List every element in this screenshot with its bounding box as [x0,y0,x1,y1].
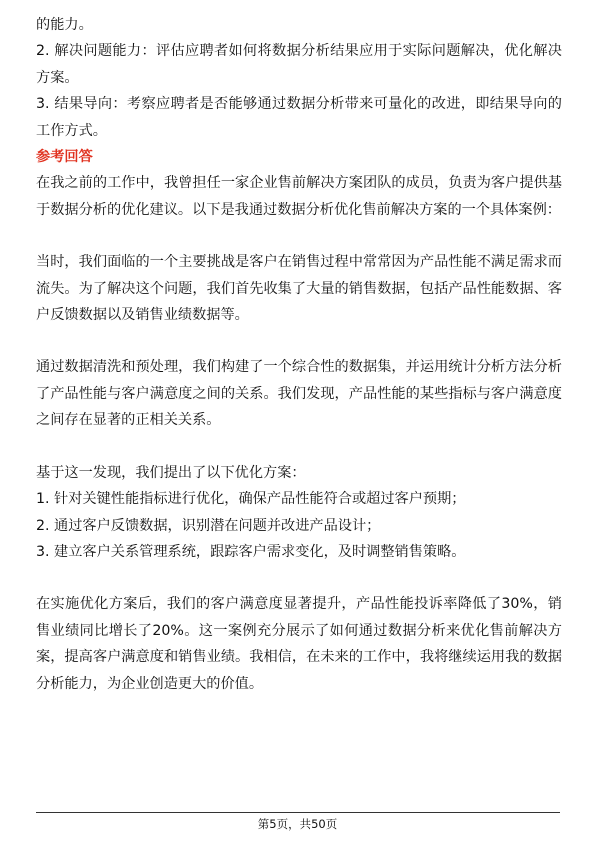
intro-paragraph: 在我之前的工作中，我曾担任一家企业售前解决方案团队的成员，负责为客户提供基于数据分析的优化建议。以下是我通过数据分析优化售前解决方案的一个具体案例： [36,175,562,218]
criteria-continuation: 的能力。 [36,17,93,33]
plan-item: 2. 通过客户反馈数据，识别潜在问题并改进产品设计； [36,517,381,534]
page-number: 第5页，共50页 [257,817,338,831]
plan-item: 1. 针对关键性能指标进行优化，确保产品性能符合或超过客户预期； [36,491,466,508]
plan-intro: 基于这一发现，我们提出了以下优化方案： [36,464,306,481]
document-body [36,12,562,697]
answer-heading: 参考回答 [36,149,93,166]
criteria-item-result-oriented: 3. 结果导向：考察应聘者是否能够通过数据分析带来可量化的改进，即结果导向的工作方式。 [36,96,562,139]
paragraph-gap [36,434,562,460]
challenge-paragraph: 当时，我们面临的一个主要挑战是客户在销售过程中常常因为产品性能不满足需求而流失。为了解决这个问题，我们首先收集了大量的销售数据，包括产品性能数据、客户反馈数据以及销售业绩数据等。 [36,254,562,324]
plan-item: 3. 建立客户关系管理系统，跟踪客户需求变化，及时调整销售策略。 [36,543,466,560]
paragraph-gap [36,223,562,249]
analysis-paragraph: 通过数据清洗和预处理，我们构建了一个综合性的数据集，并运用统计分析方法分析了产品性能与客户满意度之间的关系。我们发现，产品性能的某些指标与客户满意度之间存在显著的正相关关系。 [36,359,562,429]
footer-divider [36,812,560,813]
paragraph-gap [36,565,562,591]
paragraph-gap [36,328,562,354]
result-paragraph: 在实施优化方案后，我们的客户满意度显著提升，产品性能投诉率降低了30%，销售业绩同比增长了20%。这一案例充分展示了如何通过数据分析来优化售前解决方案，提高客户满意度和销售业绩。我相信，在未来的工作中，我将继续运用我的数据分析能力，为企业创造更大的价值。 [36,596,562,692]
criteria-item-problem-solving: 2. 解决问题能力：评估应聘者如何将数据分析结果应用于实际问题解决，优化解决方案。 [36,43,562,86]
